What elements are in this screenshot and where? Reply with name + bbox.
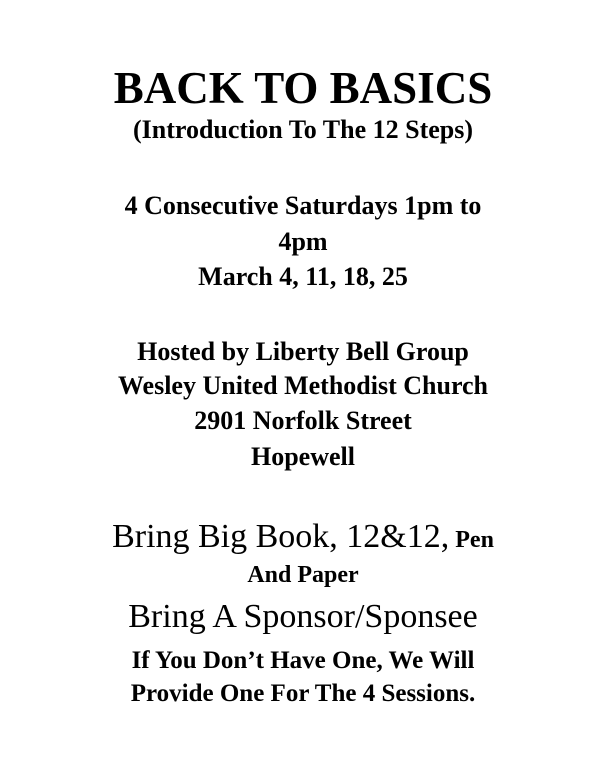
schedule-line-1: 4 Consecutive Saturdays 1pm to	[124, 191, 482, 220]
bring-items-large: Bring Big Book, 12&12,	[112, 518, 450, 555]
bring-items-small: Pen	[449, 527, 494, 553]
host-group: Hosted by Liberty Bell Group	[137, 337, 469, 366]
host-city: Hopewell	[251, 442, 355, 471]
flyer-subtitle: (Introduction To The 12 Steps)	[132, 115, 474, 144]
bring-paper-line: And Paper	[247, 562, 359, 588]
schedule-dates: March 4, 11, 18, 25	[198, 262, 408, 291]
host-street: 2901 Norfolk Street	[194, 406, 412, 435]
note-line-1: If You Don’t Have One, We Will	[131, 647, 475, 674]
bring-sponsor-line: Bring A Sponsor/Sponsee	[128, 598, 478, 635]
schedule-line-2: 4pm	[278, 227, 328, 256]
host-church: Wesley United Methodist Church	[117, 371, 489, 400]
flyer-title: BACK TO BASICS	[113, 63, 493, 113]
note-line-2: Provide One For The 4 Sessions.	[130, 680, 476, 707]
bring-items-line	[0, 520, 606, 554]
